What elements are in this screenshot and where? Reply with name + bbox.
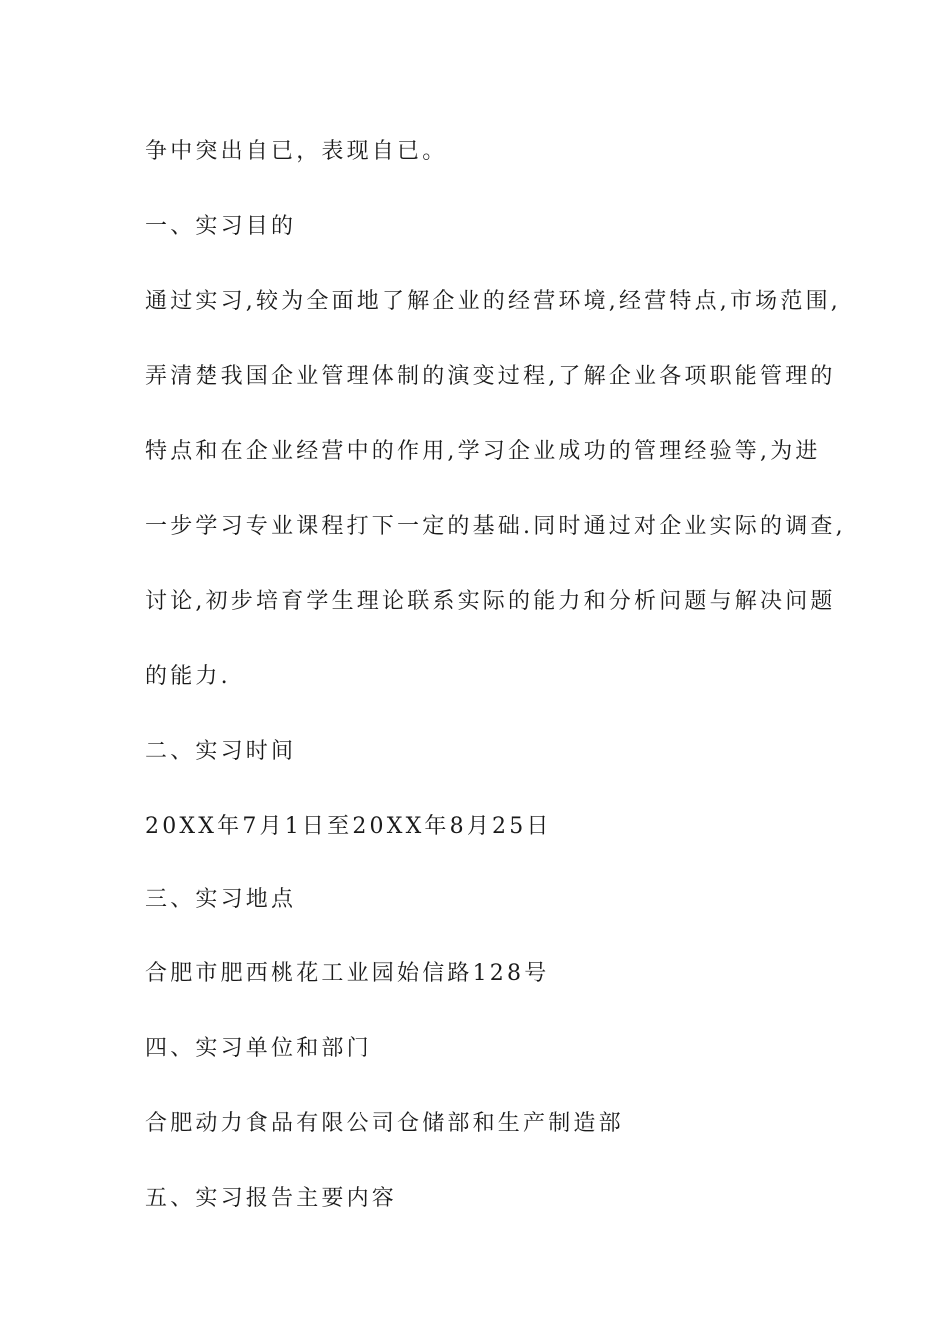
section-heading-time: 二、实习时间 [145, 739, 297, 764]
purpose-text-line-5: 讨论,初步培育学生理论联系实际的能力和分析问题与解决问题 [145, 589, 836, 614]
purpose-text-line-4: 一步学习专业课程打下一定的基础.同时通过对企业实际的调查, [145, 514, 846, 539]
section-heading-purpose: 一、实习目的 [145, 214, 297, 239]
section-heading-content: 五、实习报告主要内容 [145, 1186, 398, 1211]
purpose-text-line-6: 的能力. [145, 664, 231, 689]
section-heading-unit: 四、实习单位和部门 [145, 1036, 372, 1061]
internship-address: 合肥市肥西桃花工业园始信路128号 [145, 961, 550, 986]
paragraph-continuation: 争中突出自已，表现自已。 [145, 139, 448, 164]
purpose-text-line-2: 弄清楚我国企业管理体制的演变过程,了解企业各项职能管理的 [145, 364, 836, 389]
internship-unit: 合肥动力食品有限公司仓储部和生产制造部 [145, 1111, 624, 1136]
purpose-text-line-1: 通过实习,较为全面地了解企业的经营环境,经营特点,市场范围, [145, 289, 841, 314]
purpose-text-line-3: 特点和在企业经营中的作用,学习企业成功的管理经验等,为进 [145, 439, 821, 464]
internship-dates: 20XX年7月1日至20XX年8月25日 [145, 814, 552, 839]
section-heading-location: 三、实习地点 [145, 887, 297, 912]
